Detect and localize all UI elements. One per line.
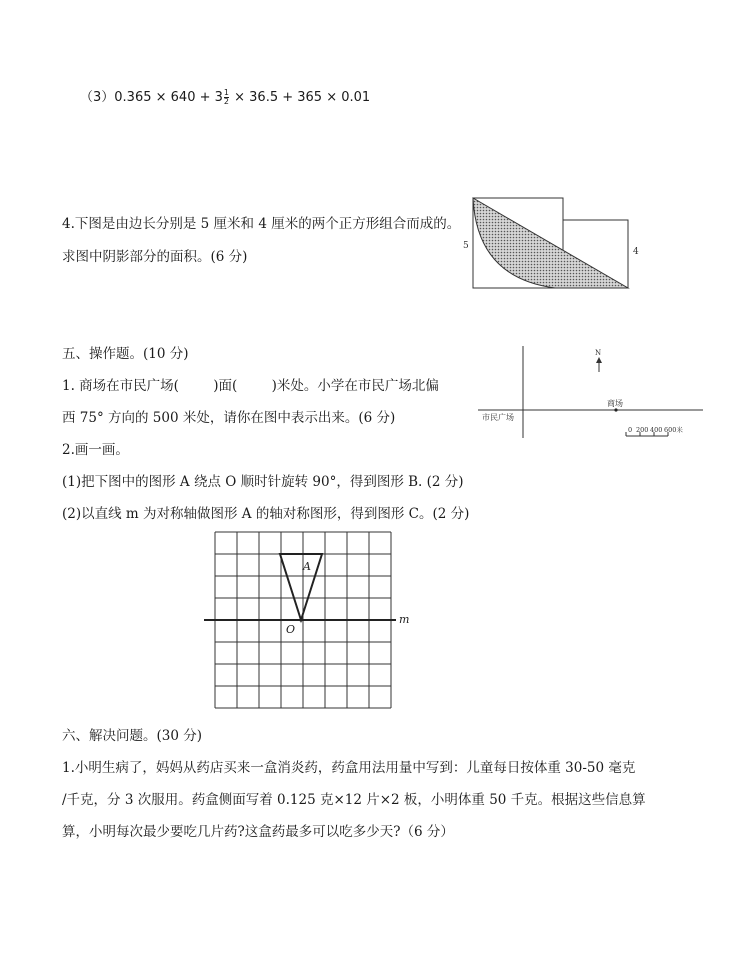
- shape-A: [280, 554, 322, 620]
- direction-map: [478, 342, 718, 442]
- mixed-fraction: [224, 89, 229, 106]
- scale-label-200: 200: [636, 426, 649, 434]
- mall-label: 商场: [607, 399, 623, 408]
- question-3-expr-part2: × 36.5 + 365 × 0.01: [230, 90, 371, 105]
- label-O: O: [286, 623, 296, 636]
- two-squares-figure: [455, 188, 645, 298]
- north-arrow-head: [596, 357, 602, 363]
- section-6-title: 六、解决问题。(30 分): [62, 728, 203, 744]
- section-6-q1-line-3: 算，小明每次最少要吃几片药?这盒药最多可以吃多少天?（6 分）: [62, 824, 454, 840]
- side-label-4: 4: [633, 247, 639, 257]
- mall-point: [614, 408, 617, 411]
- section-5-q1-line-1: 1. 商场在市民广场( )面( )米处。小学在市民广场北偏: [62, 378, 439, 394]
- question-3: [80, 89, 370, 107]
- north-label: N: [595, 349, 602, 357]
- side-label-5: 5: [463, 241, 469, 251]
- section-5-q2-part-1: (1)把下图中的图形 A 绕点 O 顺时针旋转 90°，得到图形 B. (2 分): [62, 474, 464, 490]
- fraction-denominator: 2: [223, 97, 229, 106]
- question-4-line-2: 求图中阴影部分的面积。(6 分): [62, 249, 248, 265]
- scale-label-400: 400: [650, 426, 663, 434]
- section-5-q2-part-2: (2)以直线 m 为对称轴做图形 A 的轴对称图形，得到图形 C。(2 分): [62, 506, 470, 522]
- question-3-expr-part1: 0.365 × 640 + 3: [114, 90, 223, 105]
- question-3-label: （3）: [80, 90, 115, 105]
- point-O: [299, 618, 302, 621]
- shaded-region: [473, 198, 628, 288]
- rotation-grid: [200, 528, 420, 708]
- fraction-numerator: 1: [223, 88, 229, 97]
- plaza-label: 市民广场: [482, 413, 514, 422]
- question-4-line-1: 4.下图是由边长分别是 5 厘米和 4 厘米的两个正方形组合而成的。: [62, 216, 461, 232]
- scale-label-600: 600米: [664, 426, 683, 434]
- label-m: m: [399, 613, 410, 626]
- section-5-q2-title: 2.画一画。: [62, 442, 129, 458]
- section-5-title: 五、操作题。(10 分): [62, 346, 189, 362]
- scale-label-0: 0: [628, 426, 633, 434]
- section-6-q1-line-1: 1.小明生病了，妈妈从药店买来一盒消炎药，药盒用法用量中写到：儿童每日按体重 30-50 毫克: [62, 760, 636, 776]
- label-A: A: [303, 560, 311, 573]
- section-5-q1-line-2: 西 75° 方向的 500 米处，请你在图中表示出来。(6 分): [62, 410, 396, 426]
- section-6-q1-line-2: /千克，分 3 次服用。药盒侧面写着 0.125 克×12 片×2 板，小明体重 50 千克。根据这些信息算: [62, 792, 646, 808]
